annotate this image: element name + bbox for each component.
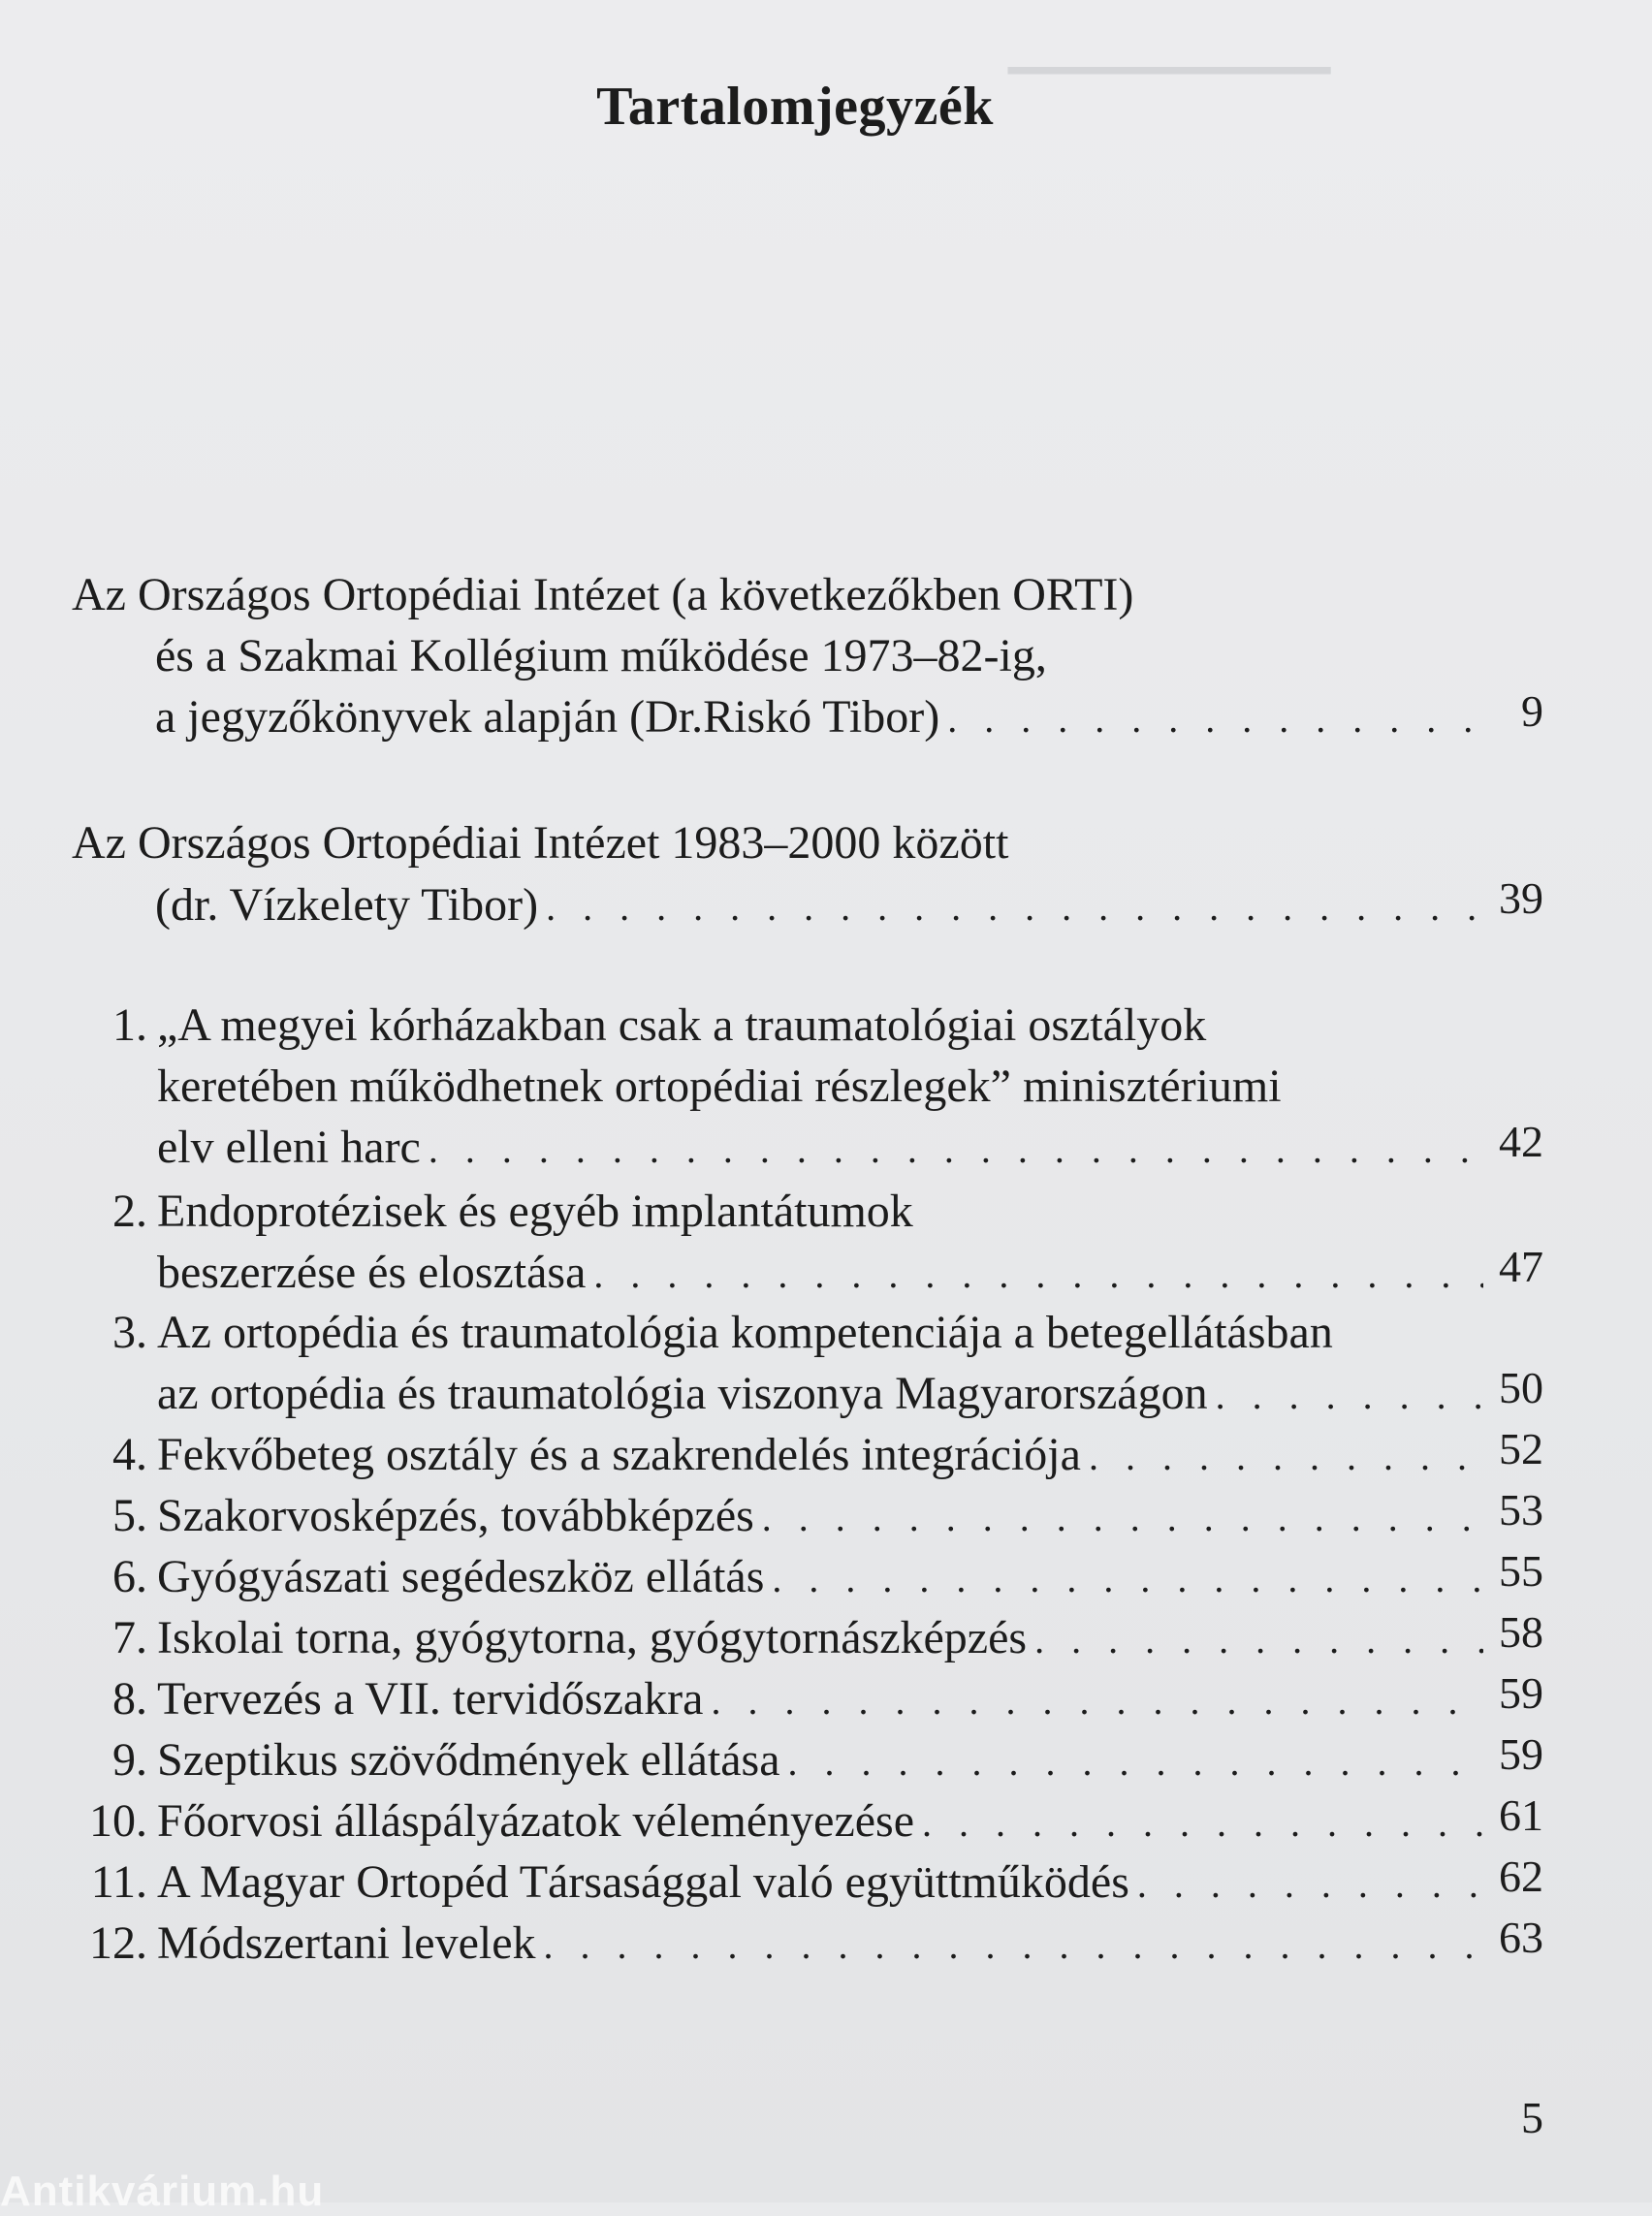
toc-item-number: 2. (112, 1186, 147, 1237)
toc-item-number: 10. (89, 1795, 147, 1847)
toc-entry-line: Az Országos Ortopédiai Intézet (a következőkben ORTI) (72, 569, 1134, 620)
toc-item-leader-line (157, 1424, 1493, 1488)
page-number: 50 (1499, 1363, 1543, 1412)
toc-item-leader-line (157, 1790, 1493, 1854)
toc-item-leader-line (157, 1242, 1493, 1306)
toc-item-line: Endoprotézisek és egyéb implantátumok (157, 1186, 913, 1237)
page-number: 47 (1499, 1242, 1543, 1291)
toc-item-line: beszerzése és elosztása (157, 1247, 587, 1298)
bleed-through-text: ▔▔▔▔▔▔▔▔▔ (1008, 70, 1331, 121)
toc-entry-line: a jegyzőkönyvek alapján (Dr.Riskó Tibor) (155, 691, 940, 743)
page-number: 59 (1499, 1729, 1543, 1779)
dot-leader (762, 1487, 1483, 1549)
toc-item-line: Az ortopédia és traumatológia kompetenciája a betegellátásban (157, 1307, 1333, 1358)
toc-item-line: Főorvosi álláspályázatok véleményezése (157, 1795, 915, 1847)
toc-item-number: 4. (112, 1429, 147, 1480)
dot-leader (711, 1670, 1483, 1732)
toc-entry-line: Az Országos Ortopédiai Intézet 1983–2000 között (72, 817, 1009, 869)
toc-item-leader-line (157, 1852, 1493, 1915)
toc-item-line: Iskolai torna, gyógytorna, gyógytornászképzés (157, 1612, 1028, 1663)
page-number: 42 (1499, 1117, 1543, 1166)
page-title: Tartalomjegyzék (596, 77, 994, 137)
dot-leader (772, 1548, 1483, 1610)
toc-item-leader-line (157, 1363, 1493, 1427)
dot-leader (1089, 1426, 1483, 1488)
toc-item-line: elv elleni harc (157, 1122, 421, 1173)
page-number: 55 (1499, 1546, 1543, 1596)
toc-item-line: Gyógyászati segédeszköz ellátás (157, 1551, 765, 1602)
toc-item-line: keretében működhetnek ortopédiai részlegek” minisztériumi (157, 1061, 1282, 1112)
toc-item-leader-line (157, 1546, 1493, 1610)
toc-item-leader-line (157, 1729, 1493, 1793)
toc-item-line: Szakorvosképzés, továbbképzés (157, 1490, 754, 1541)
dot-leader (1137, 1853, 1483, 1915)
toc-item-line: „A megyei kórházakban csak a traumatológiai osztályok (157, 999, 1207, 1051)
page-number: 62 (1499, 1852, 1543, 1901)
page-number: 58 (1499, 1607, 1543, 1657)
dot-leader (429, 1119, 1483, 1181)
dot-leader (546, 876, 1481, 938)
toc-item-number: 3. (112, 1307, 147, 1358)
page-number: 61 (1499, 1790, 1543, 1840)
dot-leader (593, 1244, 1483, 1306)
page-number: 39 (1499, 873, 1543, 923)
page-number: 59 (1499, 1668, 1543, 1718)
toc-item-line: A Magyar Ortopéd Társasággal való együttműködés (157, 1856, 1129, 1908)
dot-leader (922, 1792, 1483, 1854)
toc-item-line: az ortopédia és traumatológia viszonya Magyarországon (157, 1368, 1208, 1419)
toc-entry-line: és a Szakmai Kollégium működése 1973–82-ig, (155, 630, 1047, 681)
toc-item-number: 6. (112, 1551, 147, 1602)
toc-item-leader-line (157, 1913, 1493, 1977)
page-number: 52 (1499, 1424, 1543, 1473)
toc-item-number: 12. (89, 1917, 147, 1969)
toc-item-leader-line (157, 1607, 1493, 1671)
toc-item-line: Tervezés a VII. tervidőszakra (157, 1673, 704, 1725)
page-number: 53 (1499, 1485, 1543, 1535)
dot-leader (788, 1731, 1484, 1793)
toc-item-line: Szeptikus szövődmények ellátása (157, 1734, 780, 1786)
toc-item-line: Módszertani levelek (157, 1917, 536, 1969)
toc-item-leader-line (157, 1117, 1493, 1181)
dot-leader (1216, 1365, 1483, 1427)
toc-item-number: 9. (112, 1734, 147, 1786)
toc-item-line: Fekvőbeteg osztály és a szakrendelés integrációja (157, 1429, 1081, 1480)
toc-item-number: 8. (112, 1673, 147, 1725)
watermark-text: Antikvárium.hu (0, 2168, 325, 2215)
page-number: 63 (1499, 1913, 1543, 1962)
toc-item-leader-line (157, 1668, 1493, 1732)
toc-item-leader-line (157, 1485, 1493, 1549)
dot-leader (1034, 1609, 1483, 1671)
dot-leader (544, 1915, 1483, 1977)
toc-item-number: 11. (90, 1856, 147, 1908)
toc-entry-leader-line (155, 686, 1491, 750)
toc-item-number: 1. (112, 999, 147, 1051)
folio-page-number: 5 (1521, 2093, 1543, 2142)
page-number: 9 (1521, 686, 1543, 736)
toc-item-number: 7. (112, 1612, 147, 1663)
toc-item-number: 5. (112, 1490, 147, 1541)
toc-entry-line: (dr. Vízkelety Tibor) (155, 879, 539, 931)
dot-leader (947, 688, 1481, 750)
toc-entry-leader-line (155, 874, 1491, 938)
